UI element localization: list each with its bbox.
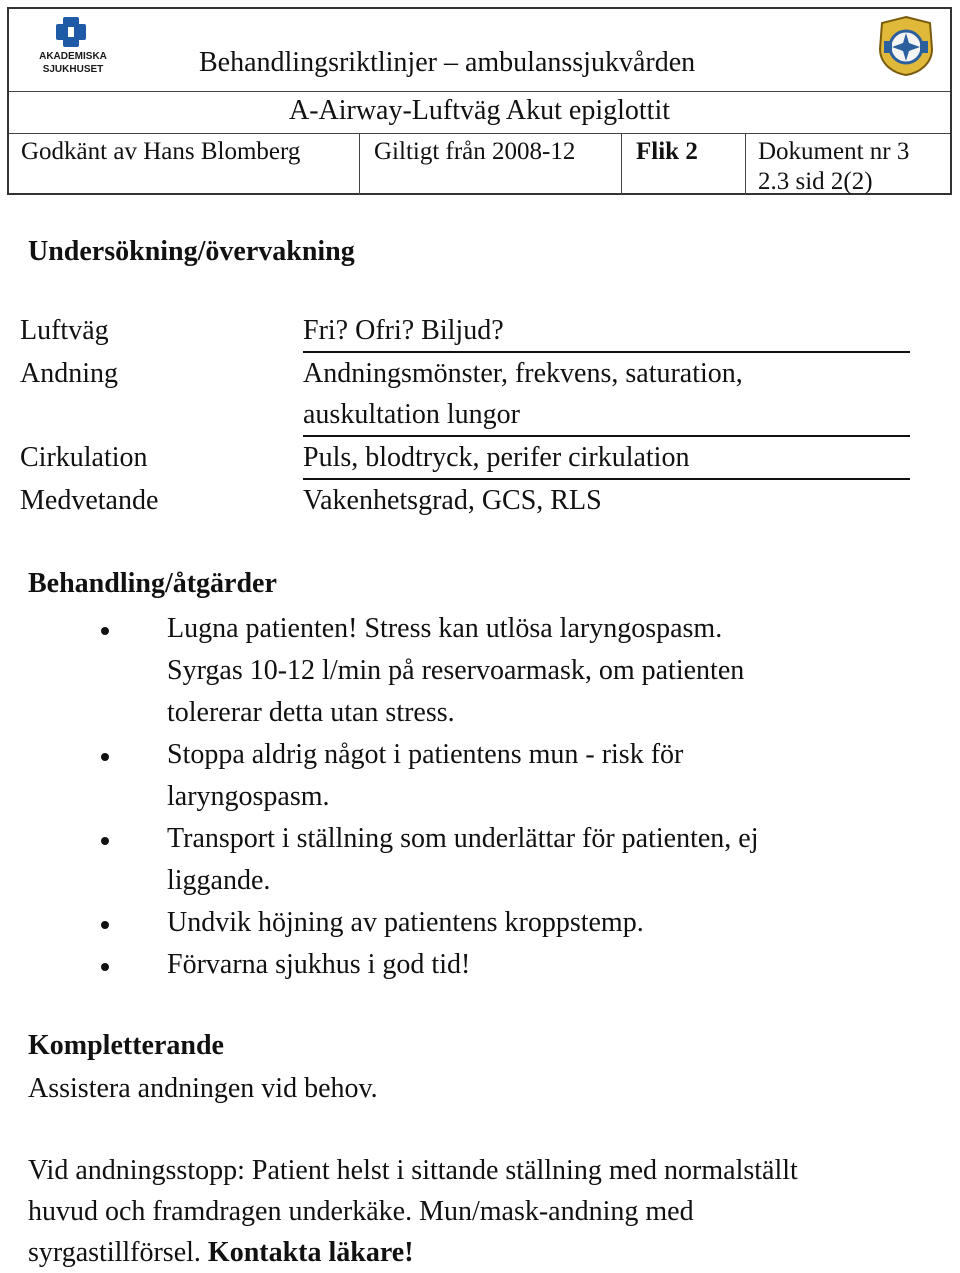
document-number-line2: 2.3 sid 2(2) [758,168,873,195]
supplementary-text: Assistera andningen vid behov. [28,1073,378,1104]
assessment-row [20,480,910,521]
assessment-row [20,310,910,351]
supplementary-heading: Kompletterande [28,1030,224,1061]
list-item [95,608,895,734]
ambulance-emblem-icon [876,15,936,77]
assessment-row [20,353,910,435]
document-header [7,7,952,195]
list-item-line: Transport i ställning som underlättar för patienten, ej [167,823,759,854]
assessment-heading: Undersökning/övervakning [28,236,355,267]
list-item-line: Förvarna sjukhus i god tid! [167,949,471,980]
list-item-line: laryngospasm. [167,781,330,812]
logo-text-akademiska: AKADEMISKA [39,51,107,62]
list-item [95,818,895,902]
bullet-icon [101,837,109,845]
assessment-value: Vakenhetsgrad, GCS, RLS [303,485,602,516]
tab-label: Flik 2 [621,133,745,195]
assessment-table [20,310,910,521]
bullet-icon [101,921,109,929]
treatment-heading: Behandling/åtgärder [28,568,277,599]
assessment-value-line: auskultation lungor [303,399,520,430]
list-item-line: Stoppa aldrig något i patientens mun - risk för [167,739,684,770]
paragraph-line: Vid andningsstopp: Patient helst i sittande ställning med normalställt [28,1155,798,1186]
valid-from: Giltigt från 2008-12 [359,133,621,195]
assessment-value: Puls, blodtryck, perifer cirkulation [303,442,690,473]
list-item-line: Undvik höjning av patientens kroppstemp. [167,907,644,938]
document-number-line1: Dokument nr 3 [758,138,910,165]
paragraph-line [28,1232,928,1273]
list-item-line: Syrgas 10-12 l/min på reservoarmask, om patienten [167,655,745,686]
treatment-list [95,608,895,986]
logo-text-sjukhuset: SJUKHUSET [42,64,104,75]
assessment-key: Medvetande [20,485,159,516]
respiratory-arrest-paragraph [28,1150,928,1273]
assessment-value-line: Andningsmönster, frekvens, saturation, [303,358,743,389]
bullet-icon [101,627,109,635]
document-number [745,133,950,195]
contact-doctor-emphasis: Kontakta läkare! [207,1237,414,1268]
list-item-line: liggande. [167,865,271,896]
assessment-key: Luftväg [20,315,109,346]
assessment-row [20,437,910,478]
document-title: Behandlingsriktlinjer – ambulanssjukvården [199,47,696,78]
list-item-line: Lugna patienten! Stress kan utlösa laryngospasm. [167,613,723,644]
hospital-logo-icon [23,15,123,77]
assessment-value: Fri? Ofri? Biljud? [303,315,504,346]
header-row-meta [9,133,950,195]
approved-by: Godkänt av Hans Blomberg [21,138,301,165]
bullet-icon [101,753,109,761]
header-row-subtitle [9,91,950,134]
assessment-key: Andning [20,358,118,389]
list-item [95,734,895,818]
bullet-icon [101,963,109,971]
list-item-line: tolererar detta utan stress. [167,697,455,728]
paragraph-line: huvud och framdragen underkäke. Mun/mask-andning med [28,1196,694,1227]
paragraph-text: syrgastillförsel. [28,1237,201,1268]
header-row-title [9,9,950,92]
list-item [95,902,895,944]
assessment-key: Cirkulation [20,442,148,473]
assessment-value [303,353,910,435]
document-subtitle: A-Airway-Luftväg Akut epiglottit [288,95,671,126]
list-item [95,944,895,986]
